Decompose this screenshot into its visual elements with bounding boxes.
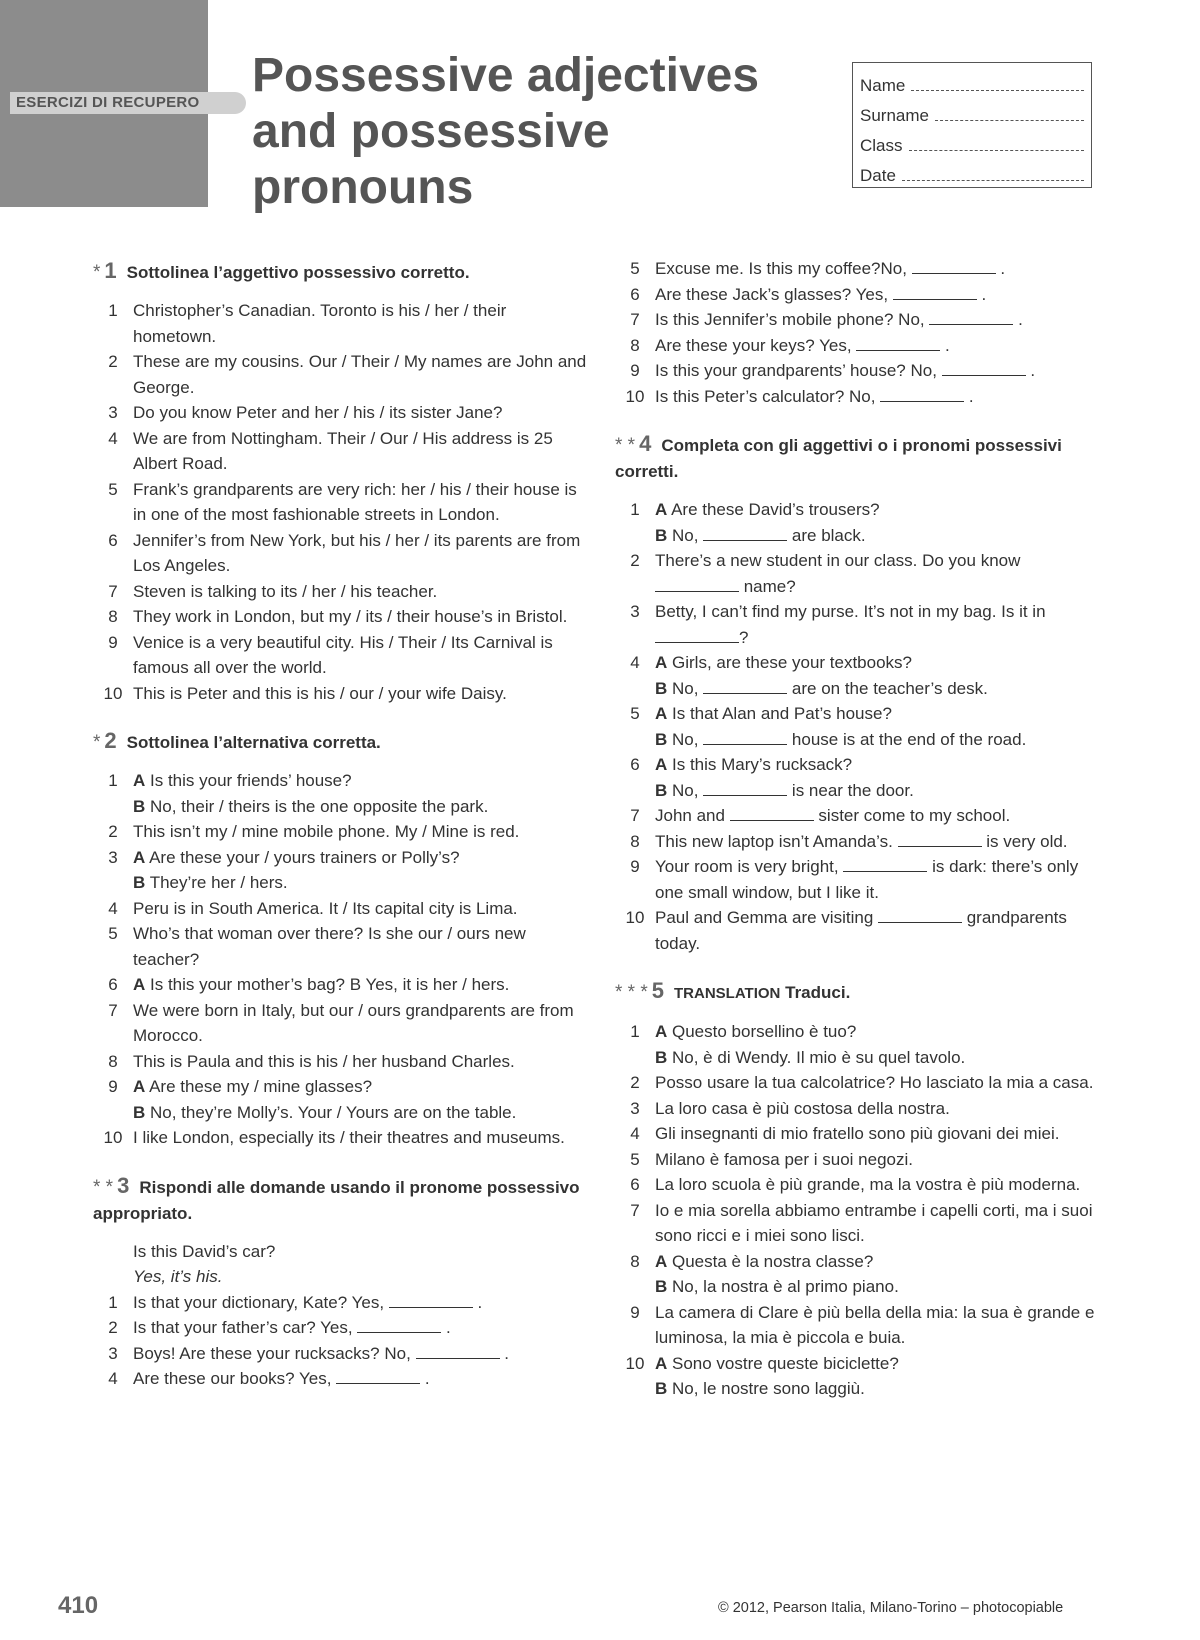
exercise-number: 4 [639,431,652,456]
exercise-number: 2 [104,728,117,753]
exercise-item: 10 This is Peter and this is his / our / your wife Daisy. [103,683,507,703]
exercise-item: 1 A Is this your friends’ house? B No, their / theirs is the one opposite the park. [108,771,489,816]
exercise-item: 2 These are my cousins. Our / Their / My names are John and George. [108,352,587,397]
exercise-items [615,497,1095,956]
answer-blank[interactable] [336,1367,420,1384]
exercise-item: 10 I like London, especially its / their theatres and museums. [103,1128,565,1147]
exercise-item: 1 Christopher’s Canadian. Toronto is his / her / their hometown. [108,301,507,346]
exercise-item: 8 This new laptop isn’t Amanda’s. is very old. [630,831,1068,851]
answer-blank[interactable] [389,1291,473,1308]
copyright-notice: © 2012, Pearson Italia, Milano-Torino – photocopiable [718,1600,1064,1616]
exercise-number: 5 [651,978,664,1003]
exercise-heading: * * * 5 TRANSLATION Traduci. [615,978,851,1003]
exercise-items [93,298,593,706]
exercise-item: 3 Boys! Are these your rucksacks? No, . [108,1343,509,1363]
exercise-item: 10 Paul and Gemma are visiting grandparents today. [625,908,1067,953]
surname-field[interactable]: Surname [860,96,1084,126]
exercise-item: 1 A Are these David’s trousers? B No, are black. [630,500,880,545]
exercise-instruction: Sottolinea l’aggettivo possessivo corretto. [126,263,470,282]
exercise-item: 6 Are these Jack’s glasses? Yes, . [630,284,987,304]
exercise-instruction: Traduci. [785,983,851,1002]
exercise-2 [93,728,593,1151]
exercise-item: 9 La camera di Clare è più bella della mia: la sua è grande e luminosa, la mia è piccola e buia. [630,1302,1095,1347]
right-column [615,256,1095,1424]
exercise-item: 10 Is this Peter’s calculator? No, . [625,386,974,406]
exercise-item: 7 Steven is talking to its / her / his teacher. [108,581,438,601]
difficulty-stars: * * [615,435,636,456]
example-answer: Yes, it’s his. [133,1267,223,1286]
section-tab-label: ESERCIZI DI RECUPERO [10,92,246,114]
exercise-heading [93,258,593,286]
exercise-number: 3 [117,1172,130,1198]
answer-blank[interactable] [655,626,739,643]
answer-blank[interactable] [357,1316,441,1333]
exercise-items [615,256,1095,409]
exercise-item: 5 Milano è famosa per i suoi negozi. [630,1149,913,1169]
answer-blank[interactable] [730,804,814,821]
exercise-number: 1 [104,258,117,283]
exercise-item: 9 Is this your grandparents’ house? No, . [630,361,1036,380]
answer-blank[interactable] [893,283,977,300]
exercise-items [93,1290,593,1392]
difficulty-stars: * [93,262,101,283]
exercise-item: 5 A Is that Alan and Pat’s house? B No, house is at the end of the road. [630,704,1027,749]
exercise-item: 2 There’s a new student in our class. Do you know name? [630,551,1021,596]
exercise-item: 1 A Questo borsellino è tuo? B No, è di Wendy. Il mio è su quel tavolo. [630,1022,966,1067]
name-field[interactable]: Name [860,66,1084,96]
exercise-item: 8 They work in London, but my / its / their house’s in Bristol. [108,607,568,626]
exercise-item: 6 Jennifer’s from New York, but his / her / its parents are from Los Angeles. [108,530,581,575]
exercise-item: 7 Is this Jennifer’s mobile phone? No, . [630,310,1023,329]
answer-blank[interactable] [703,677,787,694]
answer-blank[interactable] [929,308,1013,325]
answer-blank[interactable] [703,728,787,745]
exercise-instruction: Rispondi alle domande usando il pronome possessivo appropriato. [93,1177,580,1223]
exercise-item: 9 Your room is very bright, is dark: there’s only one small window, but I like it. [630,857,1079,902]
exercise-item: 7 Io e mia sorella abbiamo entrambe i capelli corti, ma i suoi sono ricci e i miei sono lisci. [630,1200,1093,1245]
answer-blank[interactable] [878,906,962,923]
exercise-item: 2 This isn’t my / mine mobile phone. My / Mine is red. [108,822,520,841]
exercise-items [93,768,593,1151]
student-info-box [852,62,1092,188]
difficulty-stars: * [93,732,101,753]
exercise-item: 1 Is that your dictionary, Kate? Yes, . [108,1292,483,1312]
exercise-item: 3 A Are these your / yours trainers or Polly’s? B They’re her / hers. [108,847,460,892]
exercise-item: 6 A Is this Mary’s rucksack? B No, is near the door. [630,755,914,800]
exercise-item: 4 A Girls, are these your textbooks? B No, are on the teacher’s desk. [630,653,988,698]
exercise-item: 6 A Is this your mother’s bag? B Yes, it is her / hers. [108,975,510,994]
exercise-item: 3 Do you know Peter and her / his / its sister Jane? [108,403,503,422]
answer-blank[interactable] [416,1342,500,1359]
exercise-3-continued [615,256,1095,409]
class-field[interactable]: Class [860,126,1084,156]
exercise-item: 3 Betty, I can’t find my purse. It’s not in my bag. Is it in ? [630,602,1046,647]
answer-blank[interactable] [942,359,1026,376]
exercise-item: 10 A Sono vostre queste biciclette? B No, le nostre sono laggiù. [625,1353,899,1398]
exercise-item: 5 Who’s that woman over there? Is she our / ours new teacher? [108,924,526,969]
exercise-item: 8 This is Paula and this is his / her husband Charles. [108,1051,515,1071]
exercise-item: 9 Venice is a very beautiful city. His / Their / Its Carnival is famous all over the world. [108,632,553,677]
exercise-3 [93,1173,593,1392]
example-question: Is this David’s car? [133,1241,276,1261]
exercise-item: 4 Peru is in South America. It / Its capital city is Lima. [108,898,518,918]
exercise-4 [615,431,1095,956]
answer-blank[interactable] [703,779,787,796]
left-column [93,258,593,1414]
exercise-1 [93,258,593,706]
exercise-item: 2 Is that your father’s car? Yes, . [108,1318,451,1337]
answer-blank[interactable] [856,334,940,351]
answer-blank[interactable] [843,855,927,872]
page-title [252,48,812,216]
exercise-item: 2 Posso usare la tua calcolatrice? Ho lasciato la mia a casa. [630,1073,1094,1092]
exercise-item: 5 Frank’s grandparents are very rich: her / his / their house is in one of the most fashionable streets in London. [108,479,577,524]
exercise-5 [615,978,1095,1402]
exercise-item: 3 La loro casa è più costosa della nostra. [630,1098,950,1118]
exercise-item: 5 Excuse me. Is this my coffee?No, . [630,259,1006,278]
exercise-item: 8 A Questa è la nostra classe? B No, la nostra è al primo piano. [630,1251,899,1296]
exercise-item: 6 La loro scuola è più grande, ma la vostra è più moderna. [630,1175,1081,1194]
page-number: 410 [58,1592,99,1619]
exercise-items [615,1019,1095,1402]
exercise-item: 4 Gli insegnanti di mio fratello sono più giovani dei miei. [630,1124,1060,1143]
answer-blank[interactable] [912,257,996,274]
answer-blank[interactable] [898,830,982,847]
title-line: and possessive [252,105,610,158]
title-line: Possessive adjectives [252,49,760,102]
exercise-item: 4 Are these our books? Yes, . [108,1369,430,1388]
exercise-item: 7 We were born in Italy, but our / ours grandparents are from Morocco. [108,1000,574,1045]
date-field[interactable]: Date [860,156,1084,186]
exercise-heading [615,431,1095,485]
answer-blank[interactable] [880,385,964,402]
exercise-heading [93,728,593,756]
difficulty-stars: * * * [615,982,648,1003]
exercise-instruction: Sottolinea l’alternativa corretta. [126,733,381,752]
exercise-item: 9 A Are these my / mine glasses? B No, they’re Molly’s. Your / Yours are on the table. [108,1077,517,1122]
exercise-instruction: Completa con gli aggettivi o i pronomi possessivi corretti. [615,436,1062,481]
difficulty-stars: * * [93,1176,114,1198]
title-line: pronouns [252,161,474,214]
answer-blank[interactable] [655,575,739,592]
answer-blank[interactable] [703,524,787,541]
exercise-item: 7 John and sister come to my school. [630,806,1011,825]
exercise-item: 4 We are from Nottingham. Their / Our / His address is 25 Albert Road. [108,428,553,473]
exercise-item: 8 Are these your keys? Yes, . [630,335,950,355]
exercise-heading [93,1173,593,1227]
